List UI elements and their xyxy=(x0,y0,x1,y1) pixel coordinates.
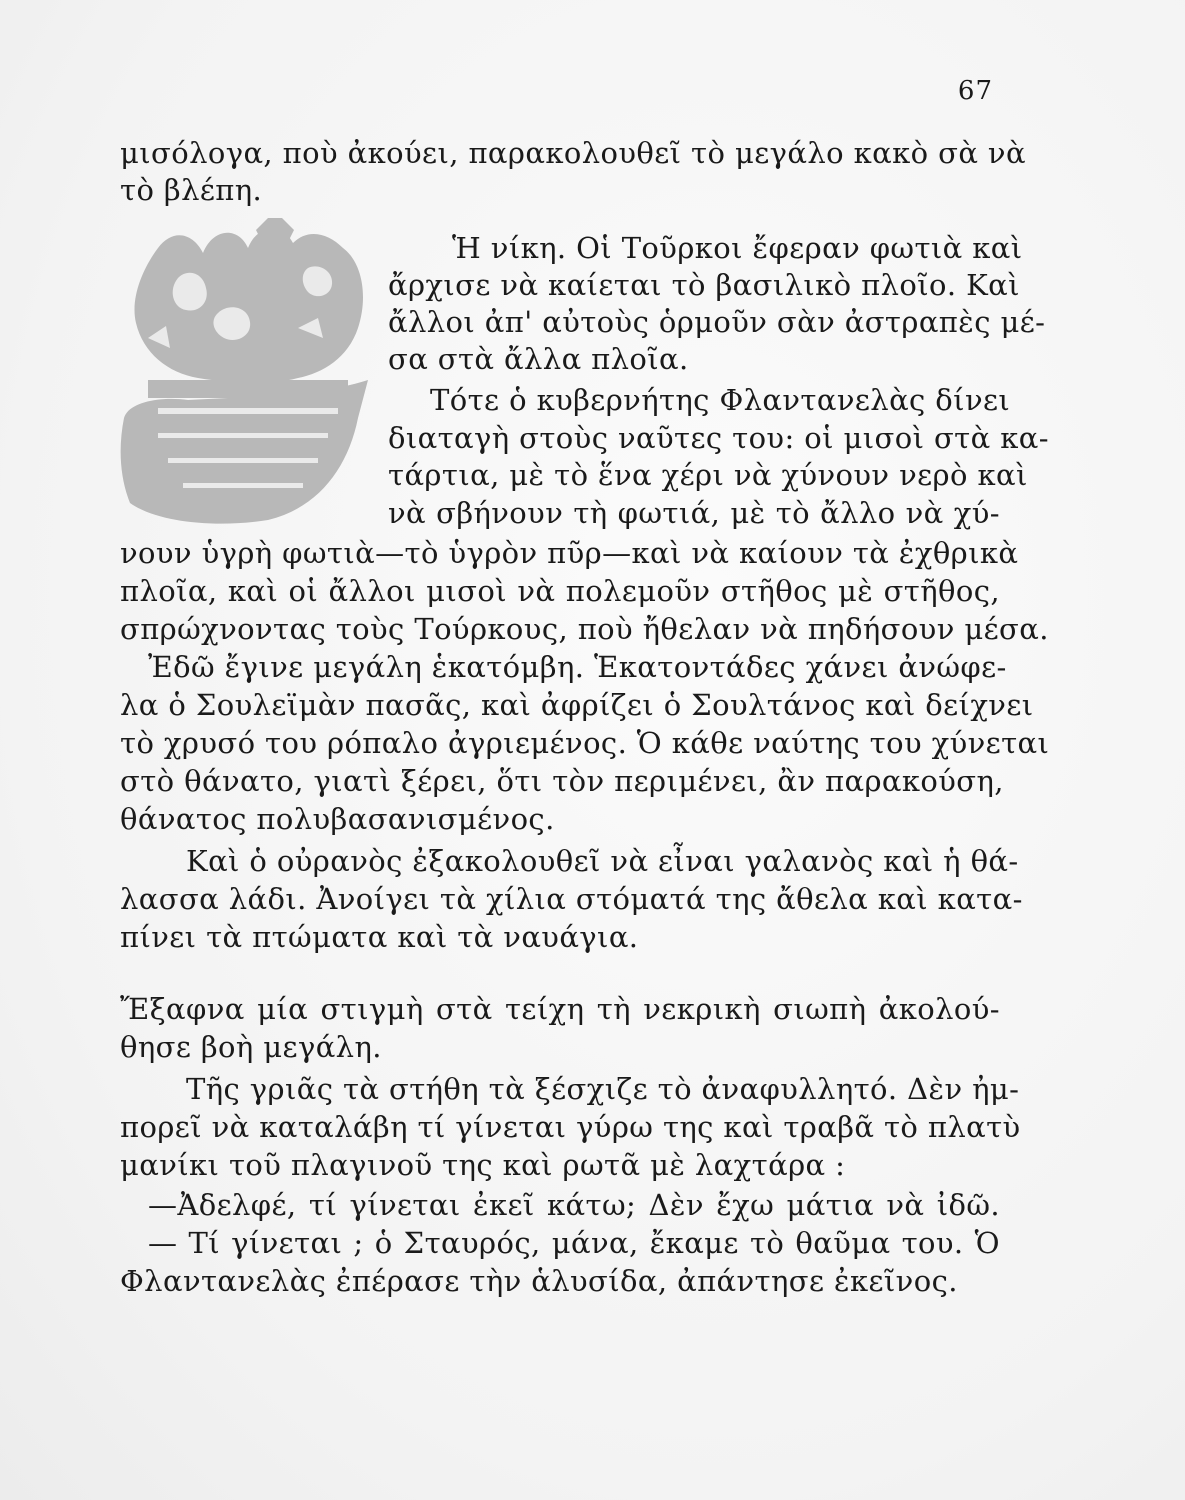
text-line: Τῆς γριᾶς τὰ στήθη τὰ ξέσχιζε τὸ ἀναφυλλητό. Δὲν ἠμ- xyxy=(186,1072,1020,1106)
text-line: τὸ βλέπη. xyxy=(120,173,263,207)
text-line: στὸ θάνατο, γιατὶ ξέρει, ὅτι τὸν περιμένει, ἂν παρακούση, xyxy=(120,764,1004,798)
text-line: ἄρχισε νὰ καίεται τὸ βασιλικὸ πλοῖο. Καὶ xyxy=(388,268,1020,302)
text-line: λα ὁ Σουλεϊμὰν πασᾶς, καὶ ἀφρίζει ὁ Σουλτάνος καὶ δείχνει xyxy=(120,688,1034,722)
text-line: θάνατος πολυβασανισμένος. xyxy=(120,802,555,836)
text-line: τὸ χρυσό του ρόπαλο ἀγριεμένος. Ὁ κάθε ναύτης του χύνεται xyxy=(120,726,1050,760)
text-line: λασσα λάδι. Ἀνοίγει τὰ χίλια στόματά της ἄθελα καὶ κατα- xyxy=(120,882,1023,916)
text-line: τάρτια, μὲ τὸ ἕνα χέρι νὰ χύνουν νερὸ καὶ xyxy=(388,458,1028,492)
text-line-dialogue: —Ἀδελφέ, τί γίνεται ἐκεῖ κάτω; Δὲν ἔχω μάτια νὰ ἰδῶ. xyxy=(148,1188,1000,1222)
text-line: Καὶ ὁ οὐρανὸς ἐξακολουθεῖ νὰ εἶναι γαλανὸς καὶ ἡ θά- xyxy=(186,844,1019,878)
text-line: νουν ὑγρὴ φωτιὰ—τὸ ὑγρὸν πῦρ—καὶ νὰ καίουν τὰ ἐχθρικὰ xyxy=(120,536,1019,570)
page-number: 67 xyxy=(957,76,993,106)
text-line: Φλαντανελὰς ἐπέρασε τὴν ἁλυσίδα, ἀπάντησε ἐκεῖνος. xyxy=(120,1264,958,1298)
text-line: διαταγὴ στοὺς ναῦτες του: οἱ μισοὶ στὰ κα- xyxy=(388,421,1049,455)
ship-woodcut-illustration xyxy=(118,218,380,526)
text-line: σα στὰ ἄλλα πλοῖα. xyxy=(388,342,689,376)
text-line: μισόλογα, ποὺ ἀκούει, παρακολουθεῖ τὸ μεγάλο κακὸ σὰ νὰ xyxy=(120,136,1026,170)
text-line: θησε βοὴ μεγάλη. xyxy=(120,1030,382,1064)
text-line: πλοῖα, καὶ οἱ ἄλλοι μισοὶ νὰ πολεμοῦν στῆθος μὲ στῆθος, xyxy=(120,574,1000,608)
text-line: Τότε ὁ κυβερνήτης Φλαντανελὰς δίνει xyxy=(430,383,1011,417)
text-line: Ἐδῶ ἔγινε μεγάλη ἑκατόμβη. Ἑκατοντάδες χάνει ἀνώφε- xyxy=(148,650,1007,684)
text-line: μανίκι τοῦ πλαγινοῦ της καὶ ρωτᾶ μὲ λαχτάρα : xyxy=(120,1148,846,1182)
text-line: πίνει τὰ πτώματα καὶ τὰ ναυάγια. xyxy=(120,920,639,954)
text-line: σπρώχνοντας τοὺς Τούρκους, ποὺ ἤθελαν νὰ πηδήσουν μέσα. xyxy=(120,612,1049,646)
text-line: Ἔξαφνα μία στιγμὴ στὰ τείχη τὴ νεκρικὴ σιωπὴ ἀκολού- xyxy=(120,992,1000,1026)
text-line-dialogue: — Τί γίνεται ; ὁ Σταυρός, μάνα, ἔκαμε τὸ θαῦμα του. Ὁ xyxy=(148,1226,1000,1260)
text-line: πορεῖ νὰ καταλάβη τί γίνεται γύρω της καὶ τραβᾶ τὸ πλατὺ xyxy=(120,1110,1021,1144)
text-line: νὰ σβήνουν τὴ φωτιά, μὲ τὸ ἄλλο νὰ χύ- xyxy=(388,496,1000,530)
text-line: ἄλλοι ἀπ' αὐτοὺς ὁρμοῦν σὰν ἀστραπὲς μέ- xyxy=(388,305,1046,339)
text-line-heading: Ἡ νίκη. Οἱ Τοῦρκοι ἔφεραν φωτιὰ καὶ xyxy=(452,231,1023,265)
